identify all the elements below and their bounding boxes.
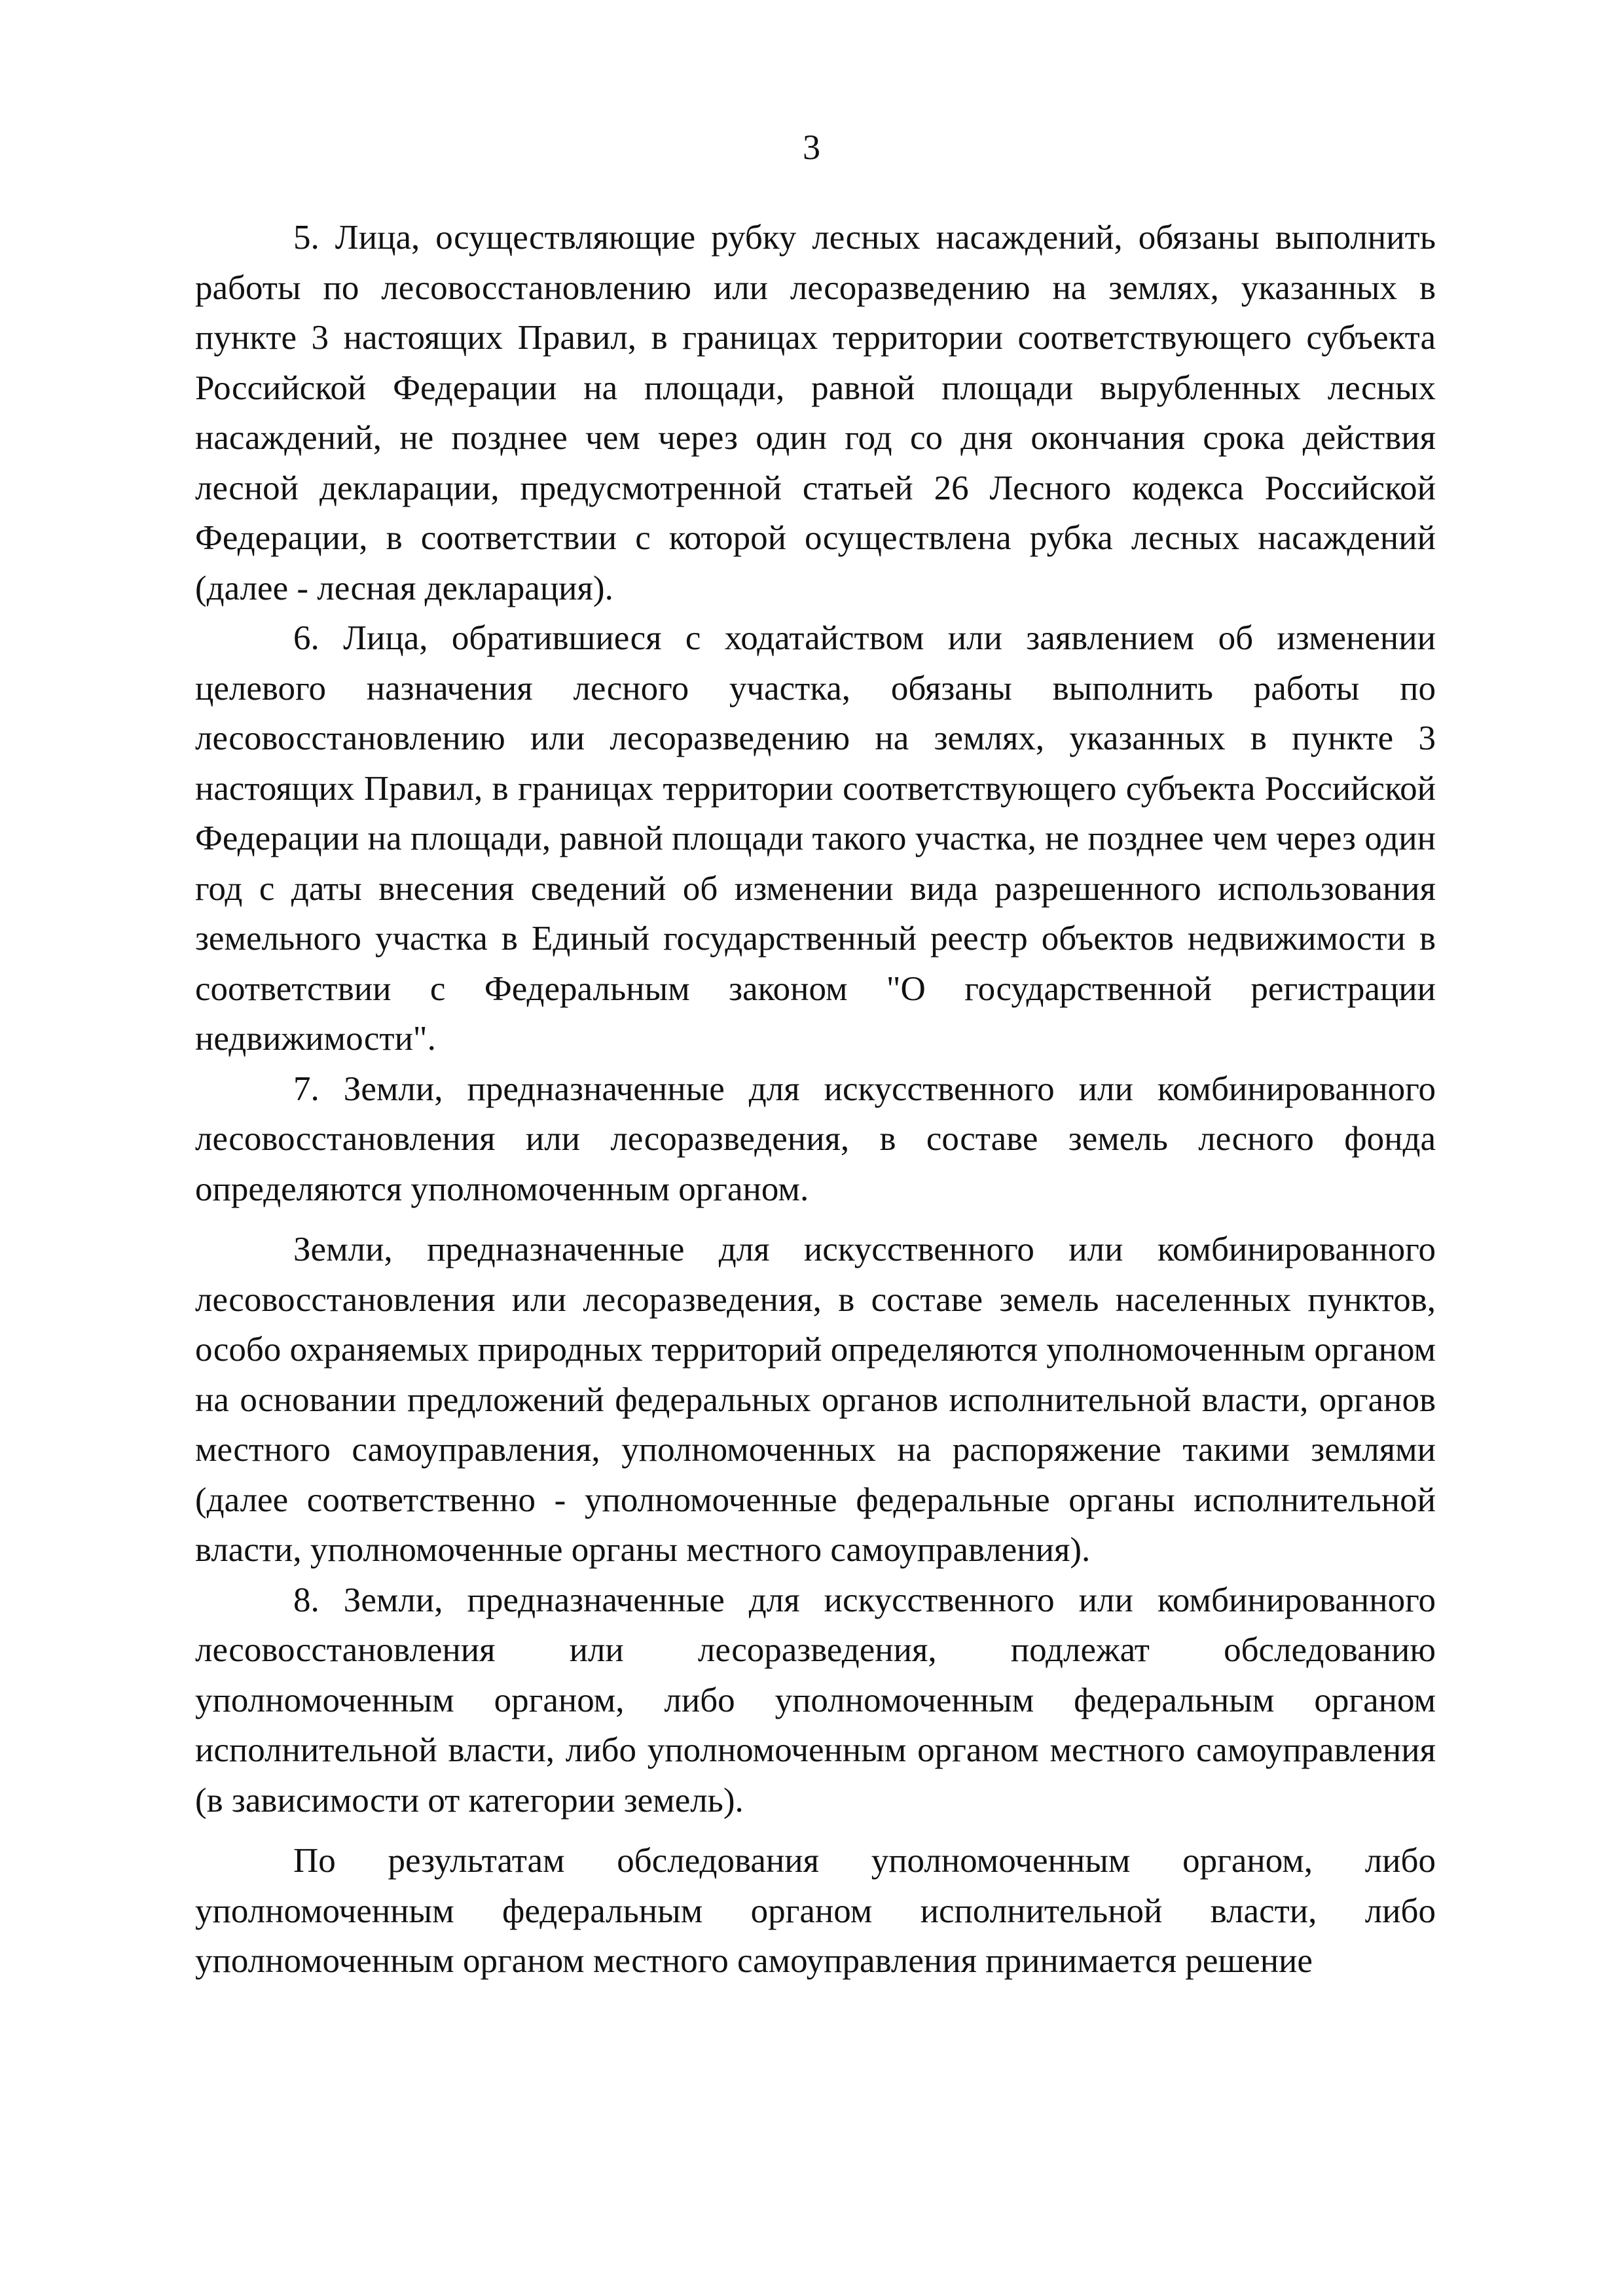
paragraph-7-continued: Земли, предназначенные для искусственного или комбинированного лесовосстановления или лесоразведения, в составе земель населенных пунктов, особо охраняемых природных территорий определяются уполномоченным органом на основании предложений федеральных органов исполнительной власти, органов местного самоуправления, уполномоченных на распоряжение такими землями (далее соответственно - уполномоченные федеральные органы исполнительной власти, уполномоченные органы местного самоуправления). — [195, 1230, 1436, 1569]
paragraph-5: 5. Лица, осуществляющие рубку лесных насаждений, обязаны выполнить работы по лесовосстановлению или лесоразведению на землях, указанных в пункте 3 настоящих Правил, в границах территории соответствующего субъекта Российской Федерации на площади, равной площади вырубленных лесных насаждений, не позднее чем через один год со дня окончания срока действия лесной декларации, предусмотренной статьей 26 Лесного кодекса Российской Федерации, в соответствии с которой осуществлена рубка лесных насаждений (далее - лесная декларация). — [195, 219, 1436, 607]
paragraph-8-continued: По результатам обследования уполномоченным органом, либо уполномоченным федеральным органом исполнительной власти, либо уполномоченным органом местного самоуправления принимается решение — [195, 1842, 1436, 1980]
paragraph-6: 6. Лица, обратившиеся с ходатайством или заявлением об изменении целевого назначения лесного участка, обязаны выполнить работы по лесовосстановлению или лесоразведению на землях, указанных в пункте 3 настоящих Правил, в границах территории соответствующего субъекта Российской Федерации на площади, равной площади такого участка, не позднее чем через один год с даты внесения сведений об изменении вида разрешенного использования земельного участка в Единый государственный реестр объектов недвижимости в соответствии с Федеральным законом "О государственной регистрации недвижимости". — [195, 619, 1436, 1058]
paragraph-8: 8. Земли, предназначенные для искусственного или комбинированного лесовосстановления или лесоразведения, подлежат обследованию уполномоченным органом, либо уполномоченным федеральным органом исполнительной власти, либо уполномоченным органом местного самоуправления (в зависимости от категории земель). — [195, 1581, 1436, 1820]
document-body — [195, 213, 1436, 1986]
page-number: 3 — [803, 128, 820, 167]
paragraph-7: 7. Земли, предназначенные для искусственного или комбинированного лесовосстановления или лесоразведения, в составе земель лесного фонда определяются уполномоченным органом. — [195, 1069, 1436, 1208]
